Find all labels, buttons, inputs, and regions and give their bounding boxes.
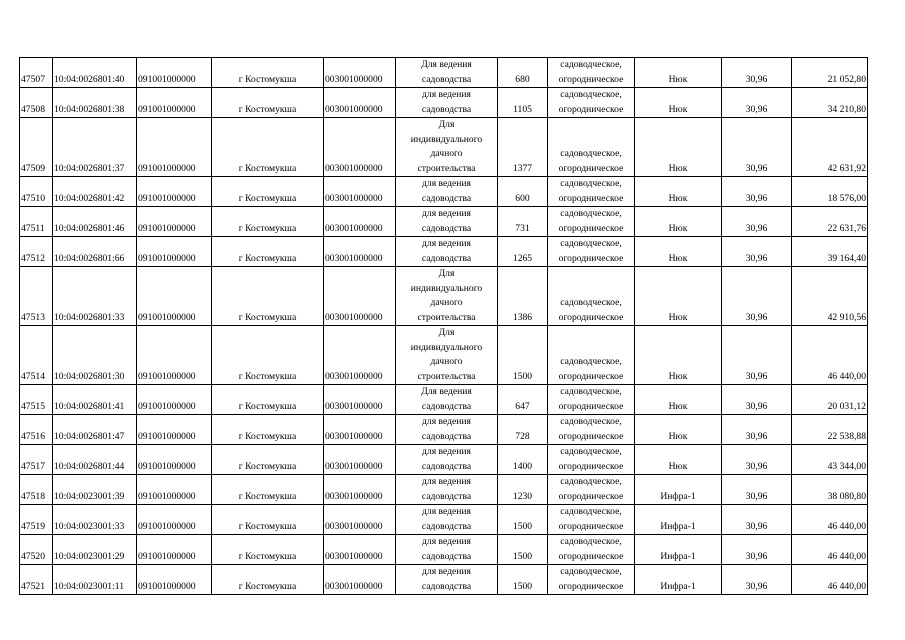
city-name-cell: г Костомукша — [212, 505, 324, 535]
plot-id-cell: 47512 — [20, 237, 53, 267]
plot-area-cell: 731 — [498, 207, 548, 237]
land-category-cell — [548, 415, 635, 445]
specific-value-cell: 30,96 — [722, 385, 792, 415]
permitted-use-line: дачного — [430, 297, 463, 308]
okato-code-cell: 003001000000 — [324, 385, 396, 415]
territory-code-cell: 091001000000 — [137, 58, 212, 88]
cadastral-value-cell: 22 538,88 — [792, 415, 868, 445]
table-row — [20, 385, 868, 415]
cadastral-number-cell: 10:04:0026801:42 — [53, 177, 137, 207]
permitted-use-cell — [396, 415, 498, 445]
table-row — [20, 118, 868, 177]
land-category-cell — [548, 58, 635, 88]
specific-value-cell: 30,96 — [722, 88, 792, 118]
table-row — [20, 475, 868, 505]
cadastral-number-cell: 10:04:0026801:37 — [53, 118, 137, 177]
territory-code-cell: 091001000000 — [137, 565, 212, 595]
city-name-cell: г Костомукша — [212, 385, 324, 415]
permitted-use-cell — [396, 207, 498, 237]
permitted-use-line: садоводства — [421, 430, 472, 442]
cadastral-number-cell: 10:04:0023001:39 — [53, 475, 137, 505]
cadastral-number-cell: 10:04:0026801:44 — [53, 445, 137, 475]
land-category-line: садоводческое, — [560, 178, 622, 189]
association-name-cell: Нюк — [635, 118, 722, 177]
land-category-cell — [548, 445, 635, 475]
city-name-cell: г Костомукша — [212, 267, 324, 326]
permitted-use-line: для ведения — [422, 446, 471, 457]
permitted-use-line: для ведения — [422, 566, 471, 577]
permitted-use-cell — [396, 385, 498, 415]
table-row — [20, 88, 868, 118]
specific-value-cell: 30,96 — [722, 237, 792, 267]
territory-code-cell: 091001000000 — [137, 118, 212, 177]
cadastral-value-cell: 46 440,00 — [792, 505, 868, 535]
permitted-use-line: для ведения — [422, 536, 471, 547]
plot-id-cell: 47516 — [20, 415, 53, 445]
land-category-line: садоводческое, — [560, 238, 622, 249]
plot-area-cell: 1377 — [498, 118, 548, 177]
cadastral-number-cell: 10:04:0023001:33 — [53, 505, 137, 535]
specific-value-cell: 30,96 — [722, 445, 792, 475]
plot-area-cell: 1230 — [498, 475, 548, 505]
table-row — [20, 415, 868, 445]
permitted-use-cell — [396, 267, 498, 326]
territory-code-cell: 091001000000 — [137, 237, 212, 267]
association-name-cell: Инфра-1 — [635, 565, 722, 595]
table-row — [20, 565, 868, 595]
okato-code-cell: 003001000000 — [324, 415, 396, 445]
permitted-use-line: Для ведения — [421, 59, 472, 70]
land-category-line: садоводческое, — [560, 566, 622, 577]
table-row — [20, 207, 868, 237]
specific-value-cell: 30,96 — [722, 177, 792, 207]
land-category-cell — [548, 326, 635, 385]
plot-area-cell: 1265 — [498, 237, 548, 267]
land-category-line: садоводческое, — [560, 59, 622, 70]
permitted-use-cell — [396, 505, 498, 535]
permitted-use-cell — [396, 58, 498, 88]
permitted-use-cell — [396, 177, 498, 207]
cadastral-number-cell: 10:04:0026801:66 — [53, 237, 137, 267]
permitted-use-cell — [396, 565, 498, 595]
okato-code-cell: 003001000000 — [324, 237, 396, 267]
association-name-cell: Нюк — [635, 385, 722, 415]
association-name-cell: Инфра-1 — [635, 505, 722, 535]
cadastral-number-cell: 10:04:0026801:41 — [53, 385, 137, 415]
land-category-line: садоводческое, — [560, 416, 622, 427]
permitted-use-line: для ведения — [422, 506, 471, 517]
association-name-cell: Нюк — [635, 237, 722, 267]
permitted-use-line: дачного — [430, 356, 463, 367]
cadastral-value-cell: 42 910,56 — [792, 267, 868, 326]
cadastral-number-cell: 10:04:0026801:38 — [53, 88, 137, 118]
cadastral-number-cell: 10:04:0026801:46 — [53, 207, 137, 237]
land-category-line: садоводческое, — [560, 536, 622, 547]
okato-code-cell: 003001000000 — [324, 326, 396, 385]
territory-code-cell: 091001000000 — [137, 505, 212, 535]
land-category-line: огородническое — [558, 550, 624, 562]
association-name-cell: Нюк — [635, 207, 722, 237]
land-category-cell — [548, 385, 635, 415]
table-row — [20, 58, 868, 88]
plot-id-cell: 47521 — [20, 565, 53, 595]
permitted-use-line: строительства — [417, 311, 476, 323]
land-category-line: огородническое — [558, 460, 624, 472]
okato-code-cell: 003001000000 — [324, 207, 396, 237]
city-name-cell: г Костомукша — [212, 326, 324, 385]
permitted-use-line: Для — [438, 327, 455, 338]
cadastral-value-cell: 18 576,00 — [792, 177, 868, 207]
plot-id-cell: 47518 — [20, 475, 53, 505]
plot-area-cell: 600 — [498, 177, 548, 207]
okato-code-cell: 003001000000 — [324, 177, 396, 207]
plot-id-cell: 47509 — [20, 118, 53, 177]
land-category-line: садоводческое, — [560, 386, 622, 397]
permitted-use-line: садоводства — [421, 490, 472, 502]
plot-area-cell: 1400 — [498, 445, 548, 475]
plot-area-cell: 647 — [498, 385, 548, 415]
land-category-cell — [548, 535, 635, 565]
permitted-use-cell — [396, 326, 498, 385]
land-category-line: огородническое — [558, 370, 624, 382]
plot-area-cell: 1500 — [498, 326, 548, 385]
territory-code-cell: 091001000000 — [137, 445, 212, 475]
okato-code-cell: 003001000000 — [324, 475, 396, 505]
cadastral-value-cell: 46 440,00 — [792, 326, 868, 385]
cadastral-value-cell: 43 344,00 — [792, 445, 868, 475]
permitted-use-cell — [396, 237, 498, 267]
cadastral-number-cell: 10:04:0023001:29 — [53, 535, 137, 565]
plot-area-cell: 1386 — [498, 267, 548, 326]
okato-code-cell: 003001000000 — [324, 505, 396, 535]
land-category-cell — [548, 118, 635, 177]
permitted-use-line: садоводства — [421, 460, 472, 472]
specific-value-cell: 30,96 — [722, 535, 792, 565]
permitted-use-line: индивидуального — [410, 282, 483, 294]
city-name-cell: г Костомукша — [212, 475, 324, 505]
permitted-use-line: садоводства — [421, 73, 472, 85]
plot-area-cell: 1500 — [498, 565, 548, 595]
table-row — [20, 177, 868, 207]
city-name-cell: г Костомукша — [212, 445, 324, 475]
plot-id-cell: 47507 — [20, 58, 53, 88]
specific-value-cell: 30,96 — [722, 58, 792, 88]
cadastral-number-cell: 10:04:0026801:40 — [53, 58, 137, 88]
permitted-use-cell — [396, 475, 498, 505]
table-row — [20, 237, 868, 267]
land-category-line: огородническое — [558, 520, 624, 532]
cadastral-value-cell: 42 631,92 — [792, 118, 868, 177]
land-category-line: огородническое — [558, 252, 624, 264]
city-name-cell: г Костомукша — [212, 237, 324, 267]
cadastral-value-cell: 20 031,12 — [792, 385, 868, 415]
permitted-use-line: садоводства — [421, 103, 472, 115]
land-category-cell — [548, 177, 635, 207]
city-name-cell: г Костомукша — [212, 415, 324, 445]
territory-code-cell: 091001000000 — [137, 326, 212, 385]
table-row — [20, 505, 868, 535]
land-category-line: садоводческое, — [560, 356, 622, 367]
association-name-cell: Нюк — [635, 445, 722, 475]
permitted-use-line: для ведения — [422, 178, 471, 189]
territory-code-cell: 091001000000 — [137, 177, 212, 207]
city-name-cell: г Костомукша — [212, 118, 324, 177]
plot-id-cell: 47517 — [20, 445, 53, 475]
plot-id-cell: 47519 — [20, 505, 53, 535]
land-category-line: огородническое — [558, 490, 624, 502]
register-body — [20, 58, 868, 595]
permitted-use-line: для ведения — [422, 208, 471, 219]
okato-code-cell: 003001000000 — [324, 535, 396, 565]
land-category-cell — [548, 267, 635, 326]
plot-area-cell: 1105 — [498, 88, 548, 118]
land-category-cell — [548, 565, 635, 595]
specific-value-cell: 30,96 — [722, 207, 792, 237]
land-category-line: садоводческое, — [560, 89, 622, 100]
okato-code-cell: 003001000000 — [324, 267, 396, 326]
land-category-line: огородническое — [558, 430, 624, 442]
permitted-use-line: для ведения — [422, 89, 471, 100]
territory-code-cell: 091001000000 — [137, 88, 212, 118]
association-name-cell: Нюк — [635, 267, 722, 326]
permitted-use-cell — [396, 445, 498, 475]
specific-value-cell: 30,96 — [722, 475, 792, 505]
permitted-use-cell — [396, 535, 498, 565]
permitted-use-line: для ведения — [422, 476, 471, 487]
association-name-cell: Нюк — [635, 326, 722, 385]
association-name-cell: Инфра-1 — [635, 535, 722, 565]
table-row — [20, 267, 868, 326]
plot-area-cell: 728 — [498, 415, 548, 445]
land-category-line: огородническое — [558, 400, 624, 412]
table-row — [20, 535, 868, 565]
land-category-cell — [548, 88, 635, 118]
cadastral-value-cell: 46 440,00 — [792, 535, 868, 565]
plot-id-cell: 47514 — [20, 326, 53, 385]
association-name-cell: Нюк — [635, 58, 722, 88]
table-row — [20, 326, 868, 385]
cadastral-value-cell: 21 052,80 — [792, 58, 868, 88]
land-category-line: огородническое — [558, 162, 624, 174]
territory-code-cell: 091001000000 — [137, 535, 212, 565]
specific-value-cell: 30,96 — [722, 326, 792, 385]
city-name-cell: г Костомукша — [212, 88, 324, 118]
territory-code-cell: 091001000000 — [137, 267, 212, 326]
okato-code-cell: 003001000000 — [324, 118, 396, 177]
cadastral-number-cell: 10:04:0026801:30 — [53, 326, 137, 385]
okato-code-cell: 003001000000 — [324, 58, 396, 88]
city-name-cell: г Костомукша — [212, 565, 324, 595]
okato-code-cell: 003001000000 — [324, 88, 396, 118]
association-name-cell: Инфра-1 — [635, 475, 722, 505]
land-category-line: огородническое — [558, 73, 624, 85]
land-category-cell — [548, 475, 635, 505]
permitted-use-line: Для — [438, 268, 455, 279]
plot-id-cell: 47511 — [20, 207, 53, 237]
city-name-cell: г Костомукша — [212, 207, 324, 237]
permitted-use-line: садоводства — [421, 400, 472, 412]
permitted-use-line: Для — [438, 119, 455, 130]
specific-value-cell: 30,96 — [722, 505, 792, 535]
land-category-line: огородническое — [558, 580, 624, 592]
territory-code-cell: 091001000000 — [137, 385, 212, 415]
land-category-cell — [548, 505, 635, 535]
association-name-cell: Нюк — [635, 415, 722, 445]
specific-value-cell: 30,96 — [722, 565, 792, 595]
plot-id-cell: 47515 — [20, 385, 53, 415]
land-category-line: садоводческое, — [560, 148, 622, 159]
cadastral-number-cell: 10:04:0023001:11 — [53, 565, 137, 595]
specific-value-cell: 30,96 — [722, 118, 792, 177]
permitted-use-line: садоводства — [421, 580, 472, 592]
plot-id-cell: 47508 — [20, 88, 53, 118]
territory-code-cell: 091001000000 — [137, 207, 212, 237]
land-category-cell — [548, 237, 635, 267]
cadastral-number-cell: 10:04:0026801:33 — [53, 267, 137, 326]
permitted-use-line: строительства — [417, 162, 476, 174]
permitted-use-line: садоводства — [421, 192, 472, 204]
city-name-cell: г Костомукша — [212, 535, 324, 565]
cadastral-value-cell: 34 210,80 — [792, 88, 868, 118]
land-category-line: огородническое — [558, 222, 624, 234]
table-row — [20, 445, 868, 475]
permitted-use-line: садоводства — [421, 550, 472, 562]
city-name-cell: г Костомукша — [212, 58, 324, 88]
land-category-line: садоводческое, — [560, 208, 622, 219]
permitted-use-line: индивидуального — [410, 341, 483, 353]
permitted-use-line: для ведения — [422, 238, 471, 249]
land-category-line: огородническое — [558, 311, 624, 323]
city-name-cell: г Костомукша — [212, 177, 324, 207]
cadastral-value-cell: 38 080,80 — [792, 475, 868, 505]
okato-code-cell: 003001000000 — [324, 445, 396, 475]
land-category-line: огородническое — [558, 103, 624, 115]
permitted-use-line: для ведения — [422, 416, 471, 427]
permitted-use-line: индивидуального — [410, 133, 483, 145]
plot-id-cell: 47510 — [20, 177, 53, 207]
permitted-use-line: садоводства — [421, 252, 472, 264]
territory-code-cell: 091001000000 — [137, 415, 212, 445]
specific-value-cell: 30,96 — [722, 415, 792, 445]
cadastral-number-cell: 10:04:0026801:47 — [53, 415, 137, 445]
land-category-cell — [548, 207, 635, 237]
permitted-use-line: садоводства — [421, 520, 472, 532]
permitted-use-line: строительства — [417, 370, 476, 382]
permitted-use-line: дачного — [430, 148, 463, 159]
permitted-use-line: садоводства — [421, 222, 472, 234]
permitted-use-cell — [396, 118, 498, 177]
plot-area-cell: 1500 — [498, 505, 548, 535]
cadastral-value-cell: 22 631,76 — [792, 207, 868, 237]
land-category-line: садоводческое, — [560, 446, 622, 457]
association-name-cell: Нюк — [635, 88, 722, 118]
specific-value-cell: 30,96 — [722, 267, 792, 326]
permitted-use-cell — [396, 88, 498, 118]
land-plot-register-table — [19, 57, 868, 595]
plot-id-cell: 47520 — [20, 535, 53, 565]
cadastral-value-cell: 39 164,40 — [792, 237, 868, 267]
land-category-line: садоводческое, — [560, 506, 622, 517]
land-category-line: садоводческое, — [560, 297, 622, 308]
association-name-cell: Нюк — [635, 177, 722, 207]
land-category-line: огородническое — [558, 192, 624, 204]
land-category-line: садоводческое, — [560, 476, 622, 487]
plot-area-cell: 680 — [498, 58, 548, 88]
plot-area-cell: 1500 — [498, 535, 548, 565]
territory-code-cell: 091001000000 — [137, 475, 212, 505]
cadastral-value-cell: 46 440,00 — [792, 565, 868, 595]
okato-code-cell: 003001000000 — [324, 565, 396, 595]
permitted-use-line: Для ведения — [421, 386, 472, 397]
plot-id-cell: 47513 — [20, 267, 53, 326]
